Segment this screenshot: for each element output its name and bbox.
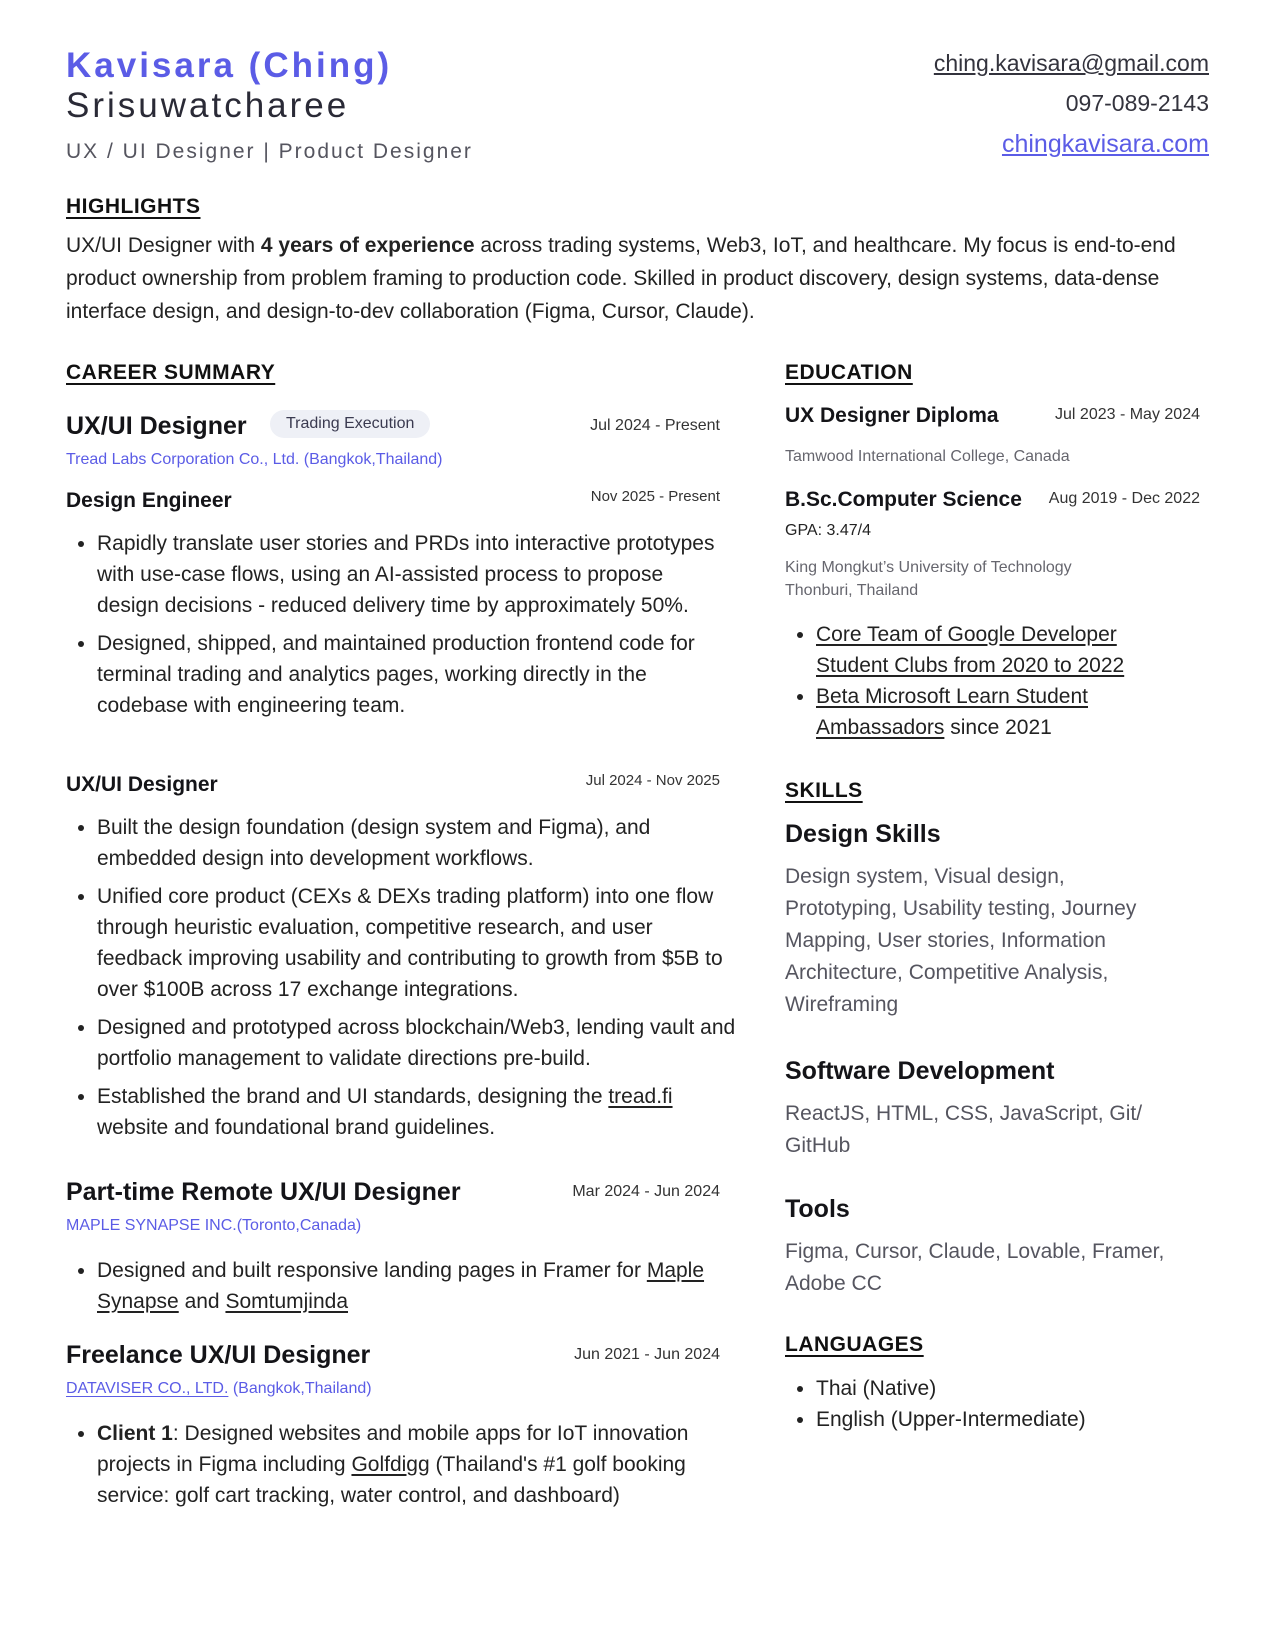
job3-location: (Bangkok,Thailand) — [228, 1380, 372, 1397]
job1-role2-date: Jul 2024 - Nov 2025 — [585, 772, 720, 789]
maple-synapse-link[interactable]: Maple Synapse — [97, 1259, 705, 1313]
job1-badge: Trading Execution — [270, 410, 430, 438]
job3-date: Jun 2021 - Jun 2024 — [574, 1346, 720, 1363]
edu1-date: Jul 2023 - May 2024 — [1055, 406, 1200, 423]
name-first: Kavisara (Ching) — [66, 46, 393, 85]
list-item — [97, 1255, 726, 1317]
gdsc-link[interactable]: Core Team of Google Developer Student Clubs from 2020 to 2022 — [816, 623, 1125, 677]
list-item — [97, 1418, 736, 1511]
email-link[interactable]: ching.kavisara@gmail.com — [933, 50, 1209, 76]
bullet-mid: and — [178, 1290, 226, 1313]
website-link[interactable]: chingkavisara.com — [1001, 130, 1209, 158]
list-item — [816, 619, 1175, 681]
tools-heading: Tools — [785, 1195, 850, 1223]
edu2-date: Aug 2019 - Dec 2022 — [1048, 490, 1200, 507]
phone-number: 097-089-2143 — [1065, 90, 1209, 116]
job1-role1-title: Design Engineer — [66, 489, 232, 512]
highlights-post: across trading systems, Web3, IoT, and healthcare. My focus is end-to-end product ownership from problem framing to production code. Skilled in product discovery, design systems, data-dense interface design, and design-to-dev collaboration (Figma, Cursor, Claude). — [66, 234, 1176, 323]
design-skills-text: Design system, Visual design, Prototyping, Usability testing, Journey Mapping, User stories, Information Architecture, Competitive Analysis, Wireframing — [785, 865, 1137, 1016]
list-item: • Designed, shipped, and maintained production frontend code for terminal trading and analytics pages, working directly in the codebase with engineering team. — [97, 628, 726, 721]
edu2-bullets — [785, 619, 1175, 750]
list-item: • Designed and prototyped across blockchain/Web3, lending vault and portfolio management to validate directions pre-build. — [97, 1012, 736, 1074]
job2-title: Part-time Remote UX/UI Designer — [66, 1178, 461, 1206]
tagline: UX / UI Designer | Product Designer — [66, 140, 473, 163]
job3-bullets — [66, 1418, 736, 1518]
highlights-text — [66, 229, 1206, 328]
job2-date: Mar 2024 - Jun 2024 — [572, 1183, 720, 1200]
job1-date: Jul 2024 - Present — [590, 417, 720, 434]
edu2-gpa: GPA: 3.47/4 — [785, 522, 871, 539]
dev-skills-text: ReactJS, HTML, CSS, JavaScript, Git/ GitHub — [785, 1102, 1143, 1157]
bullet-post: website and foundational brand guidelines. — [97, 1116, 496, 1139]
job1-role2-title: UX/UI Designer — [66, 773, 218, 796]
bullet-pre: Established the brand and UI standards, designing the — [97, 1085, 609, 1108]
job2-company: MAPLE SYNAPSE INC.(Toronto,Canada) — [66, 1217, 362, 1234]
tools-text: Figma, Cursor, Claude, Lovable, Framer, Adobe CC — [785, 1240, 1165, 1295]
mlsa-post: since 2021 — [944, 716, 1052, 739]
list-item — [97, 1081, 736, 1143]
list-item: • Rapidly translate user stories and PRDs into interactive prototypes with use-case flows, using an AI-assisted process to propose design decisions - reduced delivery time by approximately 50%. — [97, 528, 726, 621]
job1-role1-bullets — [66, 528, 726, 728]
career-heading: CAREER SUMMARY — [66, 361, 276, 384]
highlights-bold: 4 years of experience — [260, 234, 475, 257]
edu2-school-line2: Thonburi, Thailand — [785, 582, 919, 599]
skills-heading: SKILLS — [785, 779, 863, 802]
languages-list — [785, 1373, 1205, 1442]
list-item — [816, 681, 1175, 743]
highlights-heading: HIGHLIGHTS — [66, 195, 201, 218]
client-pre: : Designed websites and mobile apps for IoT innovation projects in Figma including — [97, 1422, 689, 1476]
list-item: • Unified core product (CEXs & DEXs trading platform) into one flow through heuristic evaluation, competitive research, and user feedback improving usability and contributing to growth from $5B to over $100B across 17 exchange integrations. — [97, 881, 736, 1005]
edu1-title: UX Designer Diploma — [785, 404, 999, 427]
job1-role1-date: Nov 2025 - Present — [590, 488, 720, 505]
client-label: Client 1 — [97, 1422, 173, 1445]
dev-skills-heading: Software Development — [785, 1057, 1055, 1085]
education-heading: EDUCATION — [785, 361, 913, 384]
dataviser-link[interactable]: DATAVISER CO., LTD. — [66, 1380, 229, 1397]
tread-link[interactable]: tread.fi — [608, 1085, 673, 1108]
edu1-school: Tamwood International College, Canada — [785, 448, 1070, 465]
edu2-title: B.Sc.Computer Science — [785, 488, 1022, 511]
design-skills-heading: Design Skills — [785, 820, 941, 848]
client-post: (Thailand's #1 golf booking service: golf cart tracking, water control, and dashboard) — [97, 1453, 686, 1507]
golfdigg-link[interactable]: Golfdigg — [351, 1453, 430, 1476]
job1-title: UX/UI Designer — [66, 412, 247, 440]
job3-title: Freelance UX/UI Designer — [66, 1341, 371, 1369]
job3-company — [66, 1380, 372, 1398]
list-item: • English (Upper-Intermediate) — [816, 1404, 1205, 1435]
somtumjinda-link[interactable]: Somtumjinda — [225, 1290, 349, 1313]
list-item: • Thai (Native) — [816, 1373, 1205, 1404]
job2-bullets — [66, 1255, 726, 1324]
edu2-school-line1: King Mongkut’s University of Technology — [785, 559, 1072, 576]
mlsa-link[interactable]: Beta Microsoft Learn Student Ambassadors — [816, 685, 1088, 739]
name-last: Srisuwatcharee — [66, 86, 350, 125]
list-item: • Built the design foundation (design system and Figma), and embedded design into development workflows. — [97, 812, 736, 874]
job1-role2-bullets — [66, 812, 736, 1150]
highlights-pre: UX/UI Designer with — [66, 234, 261, 257]
bullet-pre: Designed and built responsive landing pages in Framer for — [97, 1259, 647, 1282]
job1-company: Tread Labs Corporation Co., Ltd. (Bangkok,Thailand) — [66, 451, 443, 468]
languages-heading: LANGUAGES — [785, 1333, 924, 1356]
